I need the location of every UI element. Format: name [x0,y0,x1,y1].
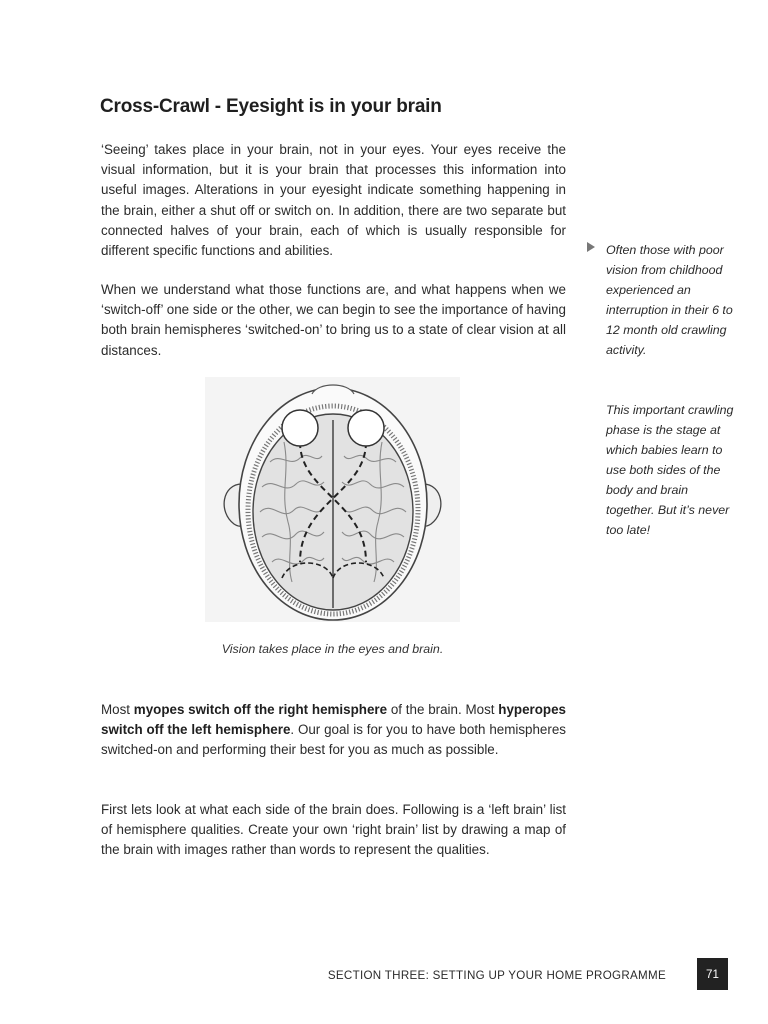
hemisphere-text-1: Most [101,702,134,717]
myopes-emphasis: myopes switch off the right hemisphere [133,702,388,717]
page-number: 71 [697,958,728,990]
intro-paragraph: ‘Seeing’ takes place in your brain, not in your eyes. Your eyes receive the visual information, but it is your brain that processes this information into useful images. Alterations in your eyesight indicate something happening in the brain, either a shut off or switch on. In addition, there are two separate but connected halves of your brain, each of which is usually responsible for different specific functions and abilities. [101,142,566,259]
right-eye [348,410,384,446]
sidenote-crawling: Often those with poor vision from childhood experienced an interruption in their 6 to 12 month old crawling activity. [606,243,733,357]
hemisphere-text-2: of the brain. Most [387,702,499,717]
left-eye [282,410,318,446]
sidenote-crawling-phase: This important crawling phase is the stage at which babies learn to use both sides of the body and brain together. But it’s never too late! [606,403,734,537]
brain-illustration [200,372,465,624]
hemisphere-paragraph [101,700,566,761]
functions-paragraph: When we understand what those functions are, and what happens when we ‘switch-off’ one side or the other, we can begin to see the importance of having both brain hemispheres ‘switched-on’ to bring us to a state of clear vision at all distances. [101,282,566,358]
hemisphere-text-3: . Our goal is for you to have both hemispheres switched-on and performing their best for you as much as possible. [101,722,566,758]
triangle-right-icon [587,242,595,252]
hyperopes-emphasis: hyperopes switch off the left hemisphere [101,702,566,738]
footer-section-title: SECTION THREE: SETTING UP YOUR HOME PROGRAMME [327,969,666,982]
page-title: Cross-Crawl - Eyesight is in your brain [100,96,442,117]
left-brain-list-paragraph: First lets look at what each side of the brain does. Following is a ‘left brain’ list of hemisphere qualities. Create your own ‘right brain’ list by drawing a map of the brain with images rather than words to represent the qualities. [101,802,566,858]
figure-caption: Vision takes place in the eyes and brain. [221,642,444,656]
brain-top-view-svg [200,372,465,624]
